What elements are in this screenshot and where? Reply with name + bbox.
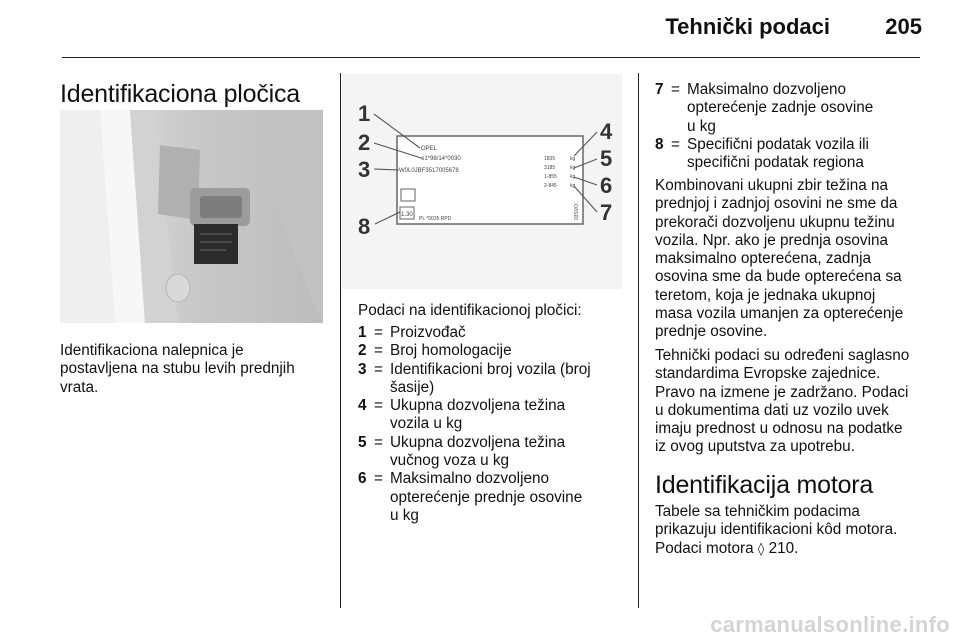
section-heading-id-plate: Identifikaciona pločica <box>60 80 300 108</box>
plate-weight-3: 1-855 <box>544 174 557 180</box>
callout-4: 4 <box>600 119 613 144</box>
plate-unit-4: kg <box>570 183 576 189</box>
plate-unit-1: kg <box>570 156 576 162</box>
column-divider-left <box>340 73 341 608</box>
list-item: 4 = Ukupna dozvoljena težina vozila u kg <box>358 397 566 433</box>
engine-id-paragraph: Tabele sa tehničkim podacima prikazuju identifikacioni kôd motora. Podaci motora ◊ 210. <box>655 503 898 557</box>
standards-paragraph: Tehnički podaci su određeni saglasno standardima Evropske zajednice. Pravo na izmene je zadržano. Podaci u dokumentima dati uz vozilo uvek imaju prednost u odnosu na podatke iz ovog uputstva za upotrebu. <box>655 347 910 456</box>
plate-homologation: e1*98/14*0030 <box>421 156 461 162</box>
callout-5: 5 <box>600 146 613 171</box>
list-item: 6 = Maksimalno dozvoljeno opterećenje prednje osovine u kg <box>358 470 583 524</box>
id-plate-diagram <box>342 74 622 289</box>
plate-brand: OPEL <box>421 146 438 152</box>
plate-weight-4: 2-845 <box>544 183 557 189</box>
callout-7: 7 <box>600 200 613 225</box>
plate-box-label: 1.30 <box>401 212 413 218</box>
plate-field-list-continued <box>655 81 925 172</box>
list-item: 1 = Proizvođač <box>358 324 466 341</box>
header-rule <box>62 57 920 58</box>
callout-3: 3 <box>358 157 371 182</box>
section-heading-engine-id: Identifikacija motora <box>655 471 874 499</box>
running-header-title: Tehnički podaci <box>665 14 830 39</box>
plate-unit-3: kg <box>570 174 576 180</box>
callout-1: 1 <box>358 101 371 126</box>
plate-weight-1: 1835 <box>544 156 556 162</box>
plate-bottom-text: PL *0035 RPD <box>419 216 452 222</box>
page-reference-icon: ◊ <box>757 541 765 557</box>
list-item: 3 = Identifikacioni broj vozila (broj šasije) <box>358 360 591 396</box>
list-item: 8 = Specifični podatak vozila ili specifični podatak regiona <box>655 135 869 172</box>
plate-field-list <box>358 324 618 525</box>
page-reference-link[interactable]: 210. <box>768 539 799 557</box>
list-item: 7 = Maksimalno dozvoljeno opterećenje zadnje osovine u kg <box>655 81 874 135</box>
plate-weight-2: 3185 <box>544 165 556 171</box>
column-divider-right <box>638 73 639 608</box>
door-pillar-photo <box>60 110 323 323</box>
plate-vin: W0L0JBF3517005678 <box>399 168 459 174</box>
plate-side-text: 03SVO <box>574 203 580 220</box>
site-watermark: carmanualsonline.info <box>710 612 950 637</box>
list-intro: Podaci na identifikacionoj pločici: <box>358 302 582 319</box>
axle-weight-paragraph: Kombinovani ukupni zbir težina na prednjoj i zadnjoj osovini ne sme da prekorači dozvoljenu ukupnu težinu vozila. Npr. ako je prednja osovina maksimalno opterećena, zadnja osovina sme da bude opterećena sa teretom, koja je jednaka ukupnoj masa vozila umanjen za opterećenje prednje osovine. <box>655 177 904 341</box>
callout-2: 2 <box>358 130 371 155</box>
callout-6: 6 <box>600 173 613 198</box>
list-item: 2 = Broj homologacije <box>358 342 512 360</box>
plate-unit-2: kg <box>570 165 576 171</box>
callout-8: 8 <box>358 214 371 239</box>
photo-caption: Identifikaciona nalepnica je postavljena na stubu levih prednjih vrata. <box>60 342 295 396</box>
list-item: 5 = Ukupna dozvoljena težina vučnog voza u kg <box>358 433 566 470</box>
page-number: 205 <box>885 14 922 39</box>
